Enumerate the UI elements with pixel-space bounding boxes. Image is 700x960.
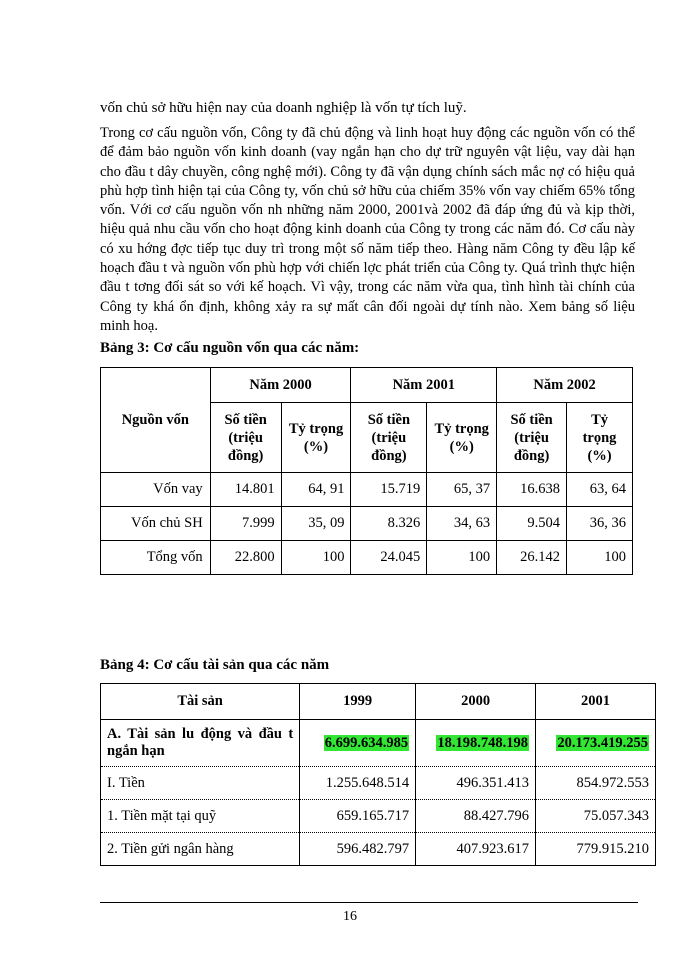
table-cell: 15.719 [351,473,427,507]
table-cell: 854.972.553 [536,767,656,800]
share-subheader: Tỷ trọng (%) [567,403,633,473]
highlighted-cell: 6.699.634.985 [324,734,409,751]
table-cell: 36, 36 [567,507,633,541]
table-row [101,507,633,541]
table-row [101,541,633,575]
table-cell: 63, 64 [567,473,633,507]
table-row [101,800,656,833]
source-header: Nguồn vốn [101,368,211,473]
year-1999-header: 1999 [300,684,416,720]
share-subheader: Tỷ trọng (%) [427,403,497,473]
table-cell: 22.800 [210,541,281,575]
highlighted-cell: 20.173.419.255 [557,734,648,751]
table-cell: 64, 91 [281,473,351,507]
capital-structure-table [100,367,633,575]
intro-line: vốn chủ sở hữu hiện nay của doanh nghiệp là vốn tự tích luỹ. [100,100,467,116]
table-cell: 88.427.796 [416,800,536,833]
table-cell: 779.915.210 [536,833,656,866]
highlighted-cell: 18.198.748.198 [437,734,529,751]
table-cell: 24.045 [351,541,427,575]
year-2000-header: 2000 [416,684,536,720]
table-cell: 75.057.343 [536,800,656,833]
table-cell: 35, 09 [281,507,351,541]
year-2001-header: 2001 [536,684,656,720]
table-cell: 100 [427,541,497,575]
table-cell: 659.165.717 [300,800,416,833]
table-cell: 407.923.617 [416,833,536,866]
table-row [101,767,656,800]
row-label: Tổng vốn [101,541,211,575]
table-cell: 26.142 [497,541,567,575]
table-cell: 1.255.648.514 [300,767,416,800]
table4-caption: Bảng 4: Cơ cấu tài sản qua các năm [100,657,330,673]
row-label: Vốn chủ SH [101,507,211,541]
table-cell: 65, 37 [427,473,497,507]
table-row [101,720,656,767]
amount-subheader: Số tiền (triệu đồng) [210,403,281,473]
amount-subheader: Số tiền (triệu đồng) [351,403,427,473]
table-row [101,833,656,866]
row-label: Vốn vay [101,473,211,507]
year-2002-header: Năm 2002 [497,368,633,403]
table-cell: 34, 63 [427,507,497,541]
year-2000-header: Năm 2000 [210,368,351,403]
amount-subheader: Số tiền (triệu đồng) [497,403,567,473]
table-cell: 596.482.797 [300,833,416,866]
year-2001-header: Năm 2001 [351,368,497,403]
share-subheader: Tỷ trọng (%) [281,403,351,473]
table-row [101,473,633,507]
asset-structure-table [100,683,656,866]
table-cell: 14.801 [210,473,281,507]
page-number: 16 [343,909,357,924]
asset-header: Tài sản [101,684,300,720]
table-cell: 9.504 [497,507,567,541]
table-cell: 100 [567,541,633,575]
row-label: I. Tiền [101,767,300,800]
body-paragraph: Trong cơ cấu nguồn vốn, Công ty đã chủ động và linh hoạt huy động các nguồn vốn có thể để đảm bảo nguồn vốn kinh doanh (vay ngắn hạn cho dự trữ nguyên vật liệu, vay dài hạn cho đầu t dây chuyền, công nghệ mới). Công ty đã vận dụng chính sách mắc nợ có hiệu quả phù hợp tình hiện tại của Công ty, vốn chủ sở hữu của chiếm 35% vốn vay chiếm 65% tổng vốn. Với cơ cấu nguồn vốn nh những năm 2000, 2001và 2002 đã đáp ứng đủ và kịp thời, hiệu quả nhu cầu vốn cho hoạt động kinh doanh của Công ty trong các năm đó. Cơ cấu này có xu hớng đợc tiếp tục duy trì trong một số năm tiếp theo. Hàng năm Công ty đều lập kế hoạch đầu t và nguồn vốn phù hợp với chiến lợc phát triển của Công ty. Quá trình thực hiện đầu t tơng đối sát so với kế hoạch. Vì vậy, trong các năm vừa qua, tình hình tài chính của Công ty khá ổn định, không xảy ra sự mất cân đối ngoài dự tính nào. Xem bảng số liệu minh hoạ. [100,125,635,334]
row-label: 1. Tiền mặt tại quỹ [101,800,300,833]
row-label: A. Tài sản lu động và đầu t ngắn hạn [101,720,300,767]
table-cell: 8.326 [351,507,427,541]
table3-caption: Bảng 3: Cơ cấu nguồn vốn qua các năm: [100,340,360,356]
table-cell: 100 [281,541,351,575]
footer-rule [100,902,638,903]
table-cell: 496.351.413 [416,767,536,800]
table-cell: 7.999 [210,507,281,541]
table-cell: 16.638 [497,473,567,507]
row-label: 2. Tiền gửi ngân hàng [101,833,300,866]
